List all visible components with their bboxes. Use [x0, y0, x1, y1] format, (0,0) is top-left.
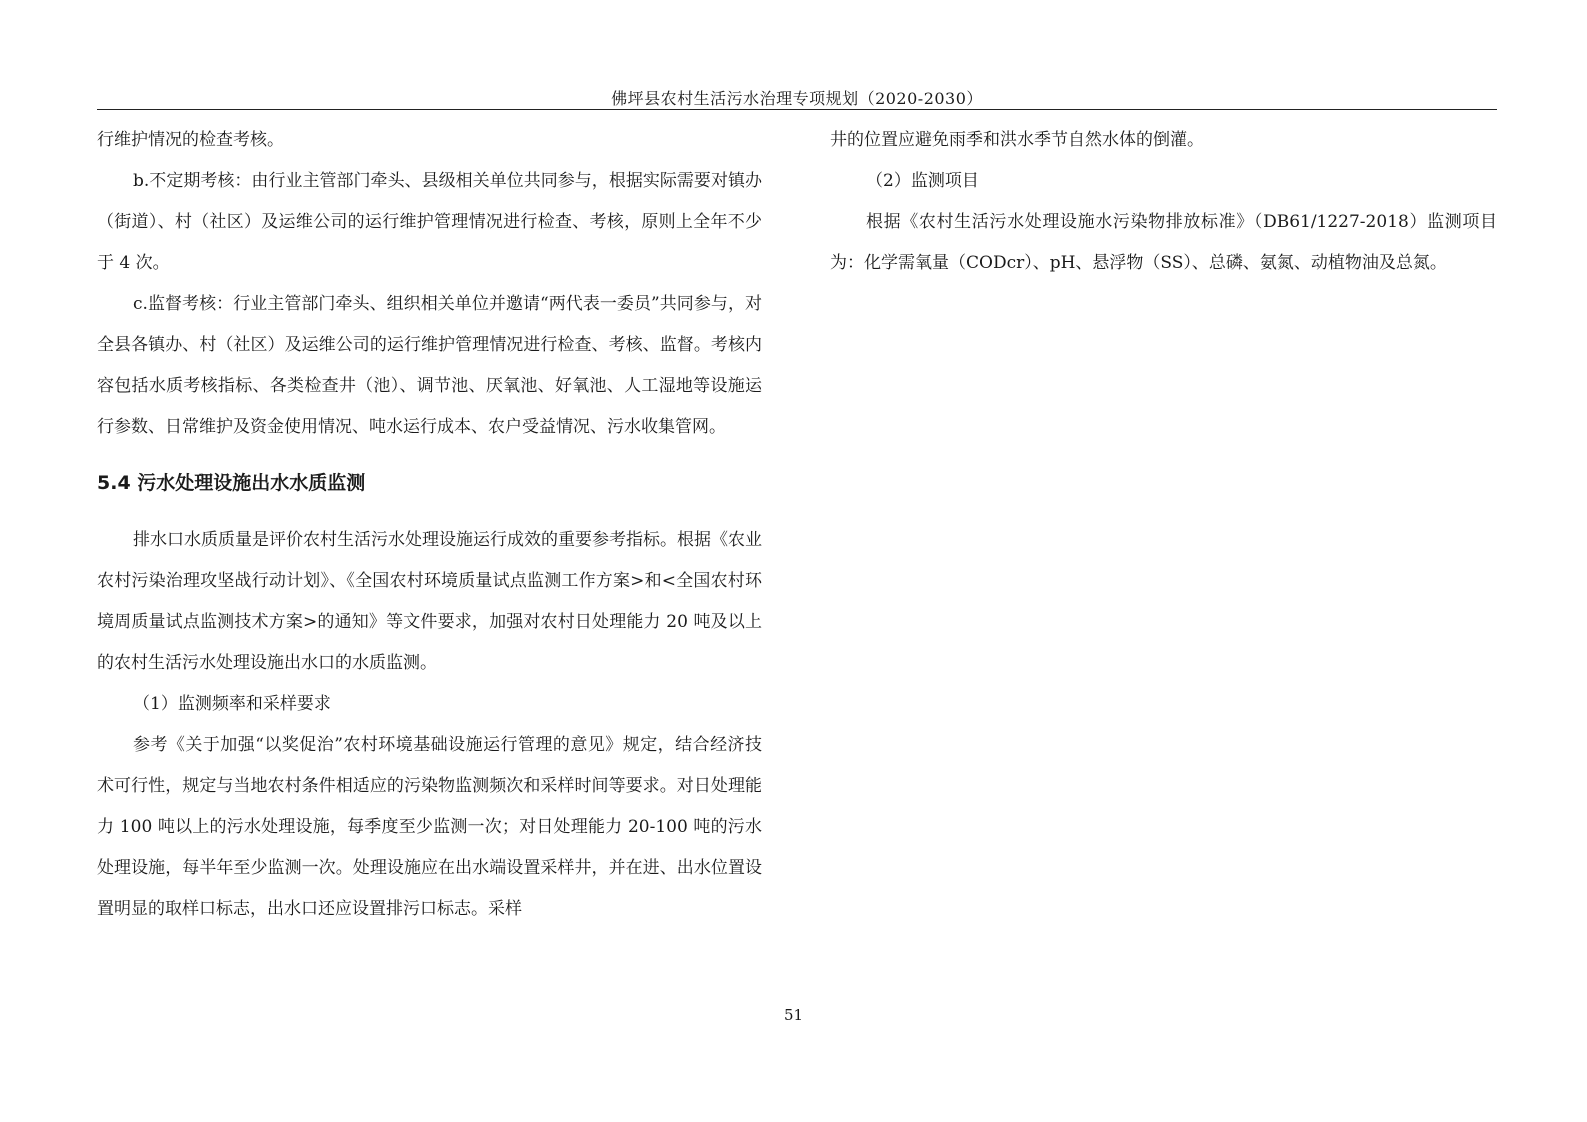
right-column — [830, 120, 1497, 284]
subheading: （1）监测频率和采样要求 — [133, 694, 331, 714]
page-number: 51 — [783, 1006, 804, 1024]
left-column — [97, 120, 762, 930]
paragraph: 井的位置应避免雨季和洪水季节自然水体的倒灌。 — [830, 130, 1204, 150]
header-divider — [97, 109, 1497, 110]
subheading: （2）监测项目 — [866, 171, 979, 191]
paragraph: 排水口水质质量是评价农村生活污水处理设施运行成效的重要参考指标。根据《农业农村污染治理攻坚战行动计划》、《全国农村环境质量试点监测工作方案>和<全国农村环境周质量试点监测技术方案>的通知》等文件要求，加强对农村日处理能力 20 吨及以上的农村生活污水处理设施出水口的水质监测。 — [97, 530, 762, 673]
paragraph: c.监督考核：行业主管部门牵头、组织相关单位并邀请“两代表一委员”共同参与，对全县各镇办、村（社区）及运维公司的运行维护管理情况进行检查、考核、监督。考核内容包括水质考核指标、各类检查井（池）、调节池、厌氧池、好氧池、人工湿地等设施运行参数、日常维护及资金使用情况、吨水运行成本、农户受益情况、污水收集管网。 — [97, 294, 762, 437]
paragraph: 参考《关于加强“以奖促治”农村环境基础设施运行管理的意见》规定，结合经济技术可行性，规定与当地农村条件相适应的污染物监测频次和采样时间等要求。对日处理能力 100 吨以上的污水处理设施，每季度至少监测一次；对日处理能力 20-100 吨的污水处理设施，每半年至少监测一次。处理设施应在出水端设置采样井，并在进、出水位置设置明显的取样口标志，出水口还应设置排污口标志。采样 — [97, 735, 762, 919]
paragraph: 根据《农村生活污水处理设施水污染物排放标准》（DB61/1227-2018）监测项目为：化学需氧量（CODcr）、pH、悬浮物（SS）、总磷、氨氮、动植物油及总氮。 — [830, 212, 1497, 273]
section-heading: 5.4 污水处理设施出水水质监测 — [97, 472, 366, 494]
page-header-title: 佛坪县农村生活污水治理专项规划（2020-2030） — [611, 89, 983, 108]
paragraph: b.不定期考核：由行业主管部门牵头、县级相关单位共同参与，根据实际需要对镇办（街道）、村（社区）及运维公司的运行维护管理情况进行检查、考核，原则上全年不少于 4 次。 — [97, 171, 762, 273]
paragraph: 行维护情况的检查考核。 — [97, 130, 284, 150]
